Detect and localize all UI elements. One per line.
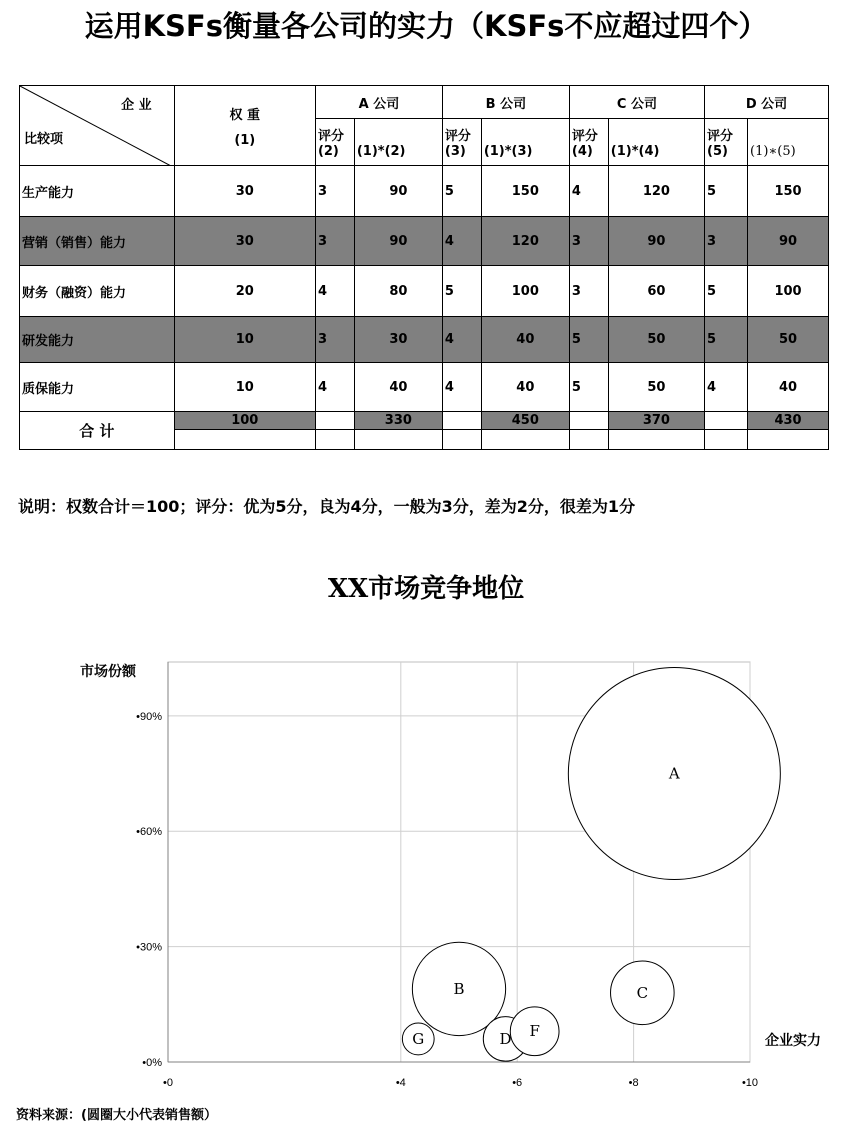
row-weight: 10 — [174, 317, 315, 363]
chart-title: XX市场竞争地位 — [327, 574, 525, 604]
company-header-b: B 公司 — [442, 86, 569, 119]
table-row — [20, 363, 829, 412]
ksf-table — [19, 85, 829, 450]
cell: 120 — [608, 166, 704, 217]
cell: 30 — [354, 317, 442, 363]
cell: 90 — [354, 217, 442, 266]
cell: 100 — [481, 266, 569, 317]
y-axis-label: 市场份额 — [80, 664, 136, 680]
product-header-d: (1)∗(5) — [748, 119, 829, 166]
x-tick-label: •4 — [395, 1077, 406, 1089]
weight-header-cell — [174, 86, 315, 166]
cell: 40 — [354, 363, 442, 412]
cell: 5 — [705, 266, 748, 317]
totals-row — [20, 412, 829, 430]
cell: 3 — [315, 217, 354, 266]
table-row — [20, 217, 829, 266]
x-axis-label: 企业实力 — [765, 1033, 821, 1049]
cell: 50 — [608, 317, 704, 363]
row-weight: 10 — [174, 363, 315, 412]
bubble-label-f: F — [529, 1022, 540, 1041]
cell: 120 — [481, 217, 569, 266]
weight-header: 权 重 — [229, 107, 261, 123]
cell: 50 — [748, 317, 829, 363]
row-weight: 30 — [174, 166, 315, 217]
cell: 3 — [705, 217, 748, 266]
cell: 5 — [569, 363, 608, 412]
cell: 80 — [354, 266, 442, 317]
score-header-c: 评分 (4) — [569, 119, 608, 166]
total-c: 370 — [608, 412, 704, 430]
product-header-b: (1)*(3) — [481, 119, 569, 166]
product-header-a: (1)*(2) — [354, 119, 442, 166]
bubble-label-a: A — [668, 764, 680, 783]
x-tick-label: •8 — [628, 1077, 639, 1089]
cell: 3 — [569, 266, 608, 317]
score-header-d: 评分 (5) — [705, 119, 748, 166]
cell: 4 — [315, 363, 354, 412]
x-tick-label: •6 — [512, 1077, 523, 1089]
company-header-c: C 公司 — [569, 86, 704, 119]
y-tick-label: •60% — [136, 826, 162, 839]
cell: 90 — [354, 166, 442, 217]
cell: 3 — [315, 317, 354, 363]
cell: 90 — [608, 217, 704, 266]
cell: 4 — [442, 363, 481, 412]
y-tick-label: •30% — [136, 941, 162, 954]
cell: 150 — [748, 166, 829, 217]
total-weight: 100 — [174, 412, 315, 430]
score-header-b: 评分 (3) — [442, 119, 481, 166]
bubble-label-b: B — [453, 979, 465, 998]
row-item: 质保能力 — [20, 363, 175, 412]
y-tick-label: •90% — [136, 710, 162, 723]
bubble-label-g: G — [412, 1029, 425, 1048]
cell: 4 — [569, 166, 608, 217]
product-header-c: (1)*(4) — [608, 119, 704, 166]
score-header-a: 评分 (2) — [315, 119, 354, 166]
page-title: 运用KSFs衡量各公司的实力（KSFs不应超过四个） — [84, 9, 768, 43]
total-a: 330 — [354, 412, 442, 430]
cell: 5 — [705, 166, 748, 217]
cell: 50 — [608, 363, 704, 412]
cell: 40 — [748, 363, 829, 412]
cell: 90 — [748, 217, 829, 266]
y-tick-label: •0% — [142, 1057, 162, 1069]
bubble-chart — [0, 640, 852, 1100]
cell: 40 — [481, 317, 569, 363]
cell: 5 — [569, 317, 608, 363]
bubble-label-c: C — [636, 983, 649, 1002]
cell: 5 — [705, 317, 748, 363]
header-corner-cell — [20, 86, 175, 166]
total-d: 430 — [748, 412, 829, 430]
company-header-d: D 公司 — [705, 86, 829, 119]
cell: 40 — [481, 363, 569, 412]
cell: 4 — [315, 266, 354, 317]
source-note: 资料来源：(圆圈大小代表销售额） — [16, 1108, 217, 1123]
table-note: 说明：权数合计＝100；评分：优为5分，良为4分，一般为3分，差为2分，很差为1分 — [18, 497, 636, 516]
cell: 4 — [705, 363, 748, 412]
cell: 4 — [442, 317, 481, 363]
row-weight: 20 — [174, 266, 315, 317]
weight-header-sub: (1) — [234, 132, 256, 148]
x-tick-label: •10 — [741, 1077, 759, 1089]
table-row — [20, 317, 829, 363]
cell: 5 — [442, 266, 481, 317]
row-item: 财务（融资）能力 — [20, 266, 175, 317]
row-item: 生产能力 — [20, 166, 175, 217]
cell: 60 — [608, 266, 704, 317]
x-tick-label: •0 — [163, 1077, 173, 1089]
bubble-label-d: D — [499, 1029, 512, 1048]
company-header-a: A 公司 — [315, 86, 442, 119]
cell: 100 — [748, 266, 829, 317]
table-row — [20, 166, 829, 217]
total-b: 450 — [481, 412, 569, 430]
row-item: 研发能力 — [20, 317, 175, 363]
cell: 3 — [315, 166, 354, 217]
row-item: 营销（销售）能力 — [20, 217, 175, 266]
table-row — [20, 266, 829, 317]
corner-top-label: 企 业 — [121, 98, 152, 113]
row-weight: 30 — [174, 217, 315, 266]
cell: 4 — [442, 217, 481, 266]
total-label: 合 计 — [20, 412, 175, 450]
cell: 150 — [481, 166, 569, 217]
corner-bottom-label: 比较项 — [24, 132, 64, 147]
cell: 5 — [442, 166, 481, 217]
cell: 3 — [569, 217, 608, 266]
